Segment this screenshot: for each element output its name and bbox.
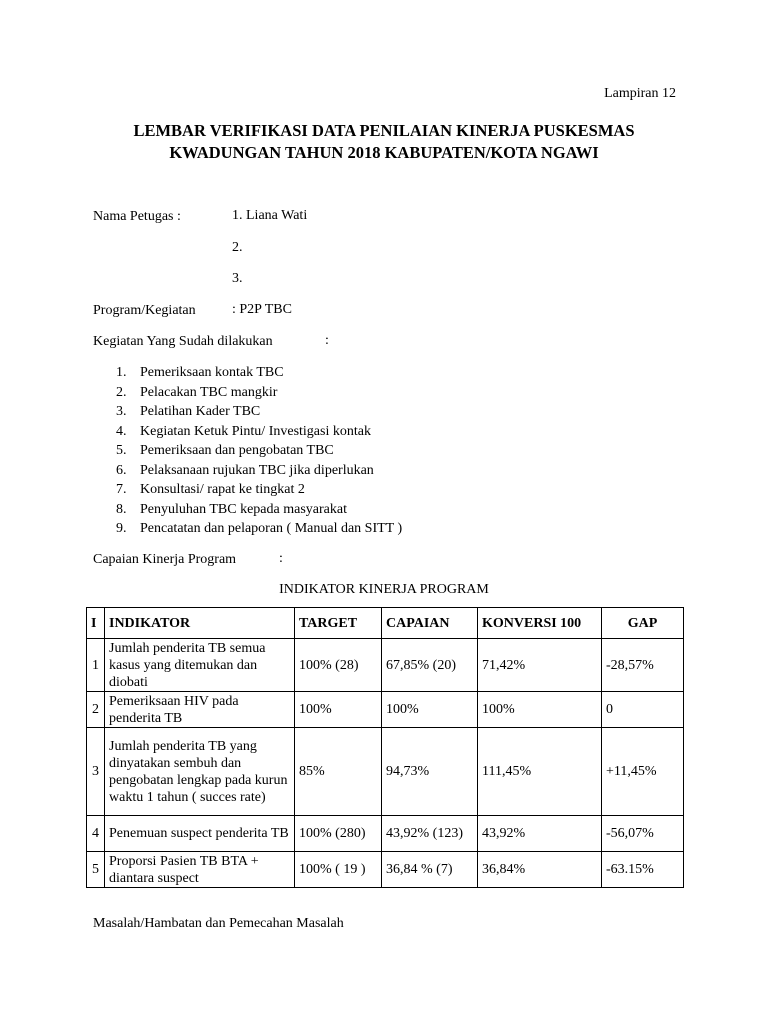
- cell-konversi: 111,45%: [478, 728, 602, 816]
- program-label: Program/Kegiatan: [93, 303, 196, 318]
- cell-capaian: 94,73%: [382, 728, 478, 816]
- title-line-1: LEMBAR VERIFIKASI DATA PENILAIAN KINERJA PUSKESMAS: [133, 121, 635, 140]
- cell-indikator: Jumlah penderita TB semua kasus yang ditemukan dan diobati: [105, 639, 295, 692]
- cell-target: 100% (28): [295, 639, 382, 692]
- table-row: [87, 639, 684, 692]
- cell-gap: -56,07%: [602, 816, 684, 852]
- cell-capaian: 36,84 % (7): [382, 852, 478, 888]
- petugas-name-2: 2.: [232, 240, 243, 255]
- cell-konversi: 43,92%: [478, 816, 602, 852]
- header-indikator: INDIKATOR: [105, 608, 295, 639]
- table-header-row: [87, 608, 684, 639]
- table-row: [87, 728, 684, 816]
- kpi-table: [86, 607, 684, 888]
- cell-gap: -63.15%: [602, 852, 684, 888]
- cell-no: 4: [87, 816, 105, 852]
- cell-konversi: 71,42%: [478, 639, 602, 692]
- cell-target: 85%: [295, 728, 382, 816]
- section-heading-masalah: Masalah/Hambatan dan Pemecahan Masalah: [93, 916, 344, 931]
- cell-capaian: 67,85% (20): [382, 639, 478, 692]
- list-item: 3. Pelatihan Kader TBC: [116, 404, 261, 419]
- list-item: 1. Pemeriksaan kontak TBC: [116, 365, 284, 380]
- activity-list: [116, 363, 402, 539]
- title-line-2: KWADUNGAN TAHUN 2018 KABUPATEN/KOTA NGAWI: [169, 143, 599, 162]
- list-item: 4. Kegiatan Ketuk Pintu/ Investigasi kontak: [116, 423, 371, 439]
- cell-target: 100% (280): [295, 816, 382, 852]
- cell-no: 5: [87, 852, 105, 888]
- attachment-label: Lampiran 12: [604, 86, 676, 101]
- header-konversi: KONVERSI 100: [478, 608, 602, 639]
- cell-capaian: 100%: [382, 692, 478, 728]
- list-item: 7. Konsultasi/ rapat ke tingkat 2: [116, 482, 305, 497]
- cell-no: 2: [87, 692, 105, 728]
- cell-indikator: Jumlah penderita TB yang dinyatakan sembuh dan pengobatan lengkap pada kurun waktu 1 tahun ( succes rate): [105, 728, 295, 816]
- cell-gap: -28,57%: [602, 639, 684, 692]
- header-capaian: CAPAIAN: [382, 608, 478, 639]
- cell-target: 100% ( 19 ): [295, 852, 382, 888]
- cell-indikator: Proporsi Pasien TB BTA + diantara suspect: [105, 852, 295, 888]
- petugas-name-3: 3.: [232, 271, 243, 286]
- cell-gap: 0: [602, 692, 684, 728]
- capaian-colon: :: [279, 551, 283, 566]
- cell-gap: +11,45%: [602, 728, 684, 816]
- program-value: : P2P TBC: [232, 302, 292, 317]
- kegiatan-colon: :: [325, 333, 329, 348]
- document-title: [0, 120, 768, 164]
- list-item: 9. Pencatatan dan pelaporan ( Manual dan SITT ): [116, 521, 403, 536]
- list-item: 8. Penyuluhan TBC kepada masyarakat: [116, 501, 347, 517]
- cell-indikator: Penemuan suspect penderita TB: [105, 816, 295, 852]
- list-item: 2. Pelacakan TBC mangkir: [116, 384, 278, 400]
- list-item: 5. Pemeriksaan dan pengobatan TBC: [116, 443, 334, 458]
- table-row: [87, 816, 684, 852]
- table-row: [87, 852, 684, 888]
- cell-no: 3: [87, 728, 105, 816]
- petugas-name-1: 1. Liana Wati: [232, 208, 308, 223]
- cell-target: 100%: [295, 692, 382, 728]
- header-target: TARGET: [295, 608, 382, 639]
- capaian-label: Capaian Kinerja Program: [93, 552, 237, 567]
- cell-indikator: Pemeriksaan HIV pada penderita TB: [105, 692, 295, 728]
- header-gap: GAP: [602, 608, 684, 639]
- cell-no: 1: [87, 639, 105, 692]
- header-no: I: [87, 608, 105, 639]
- table-row: [87, 692, 684, 728]
- petugas-label: Nama Petugas :: [93, 209, 181, 224]
- cell-konversi: 36,84%: [478, 852, 602, 888]
- cell-capaian: 43,92% (123): [382, 816, 478, 852]
- table-title: INDIKATOR KINERJA PROGRAM: [279, 582, 489, 597]
- kegiatan-label: Kegiatan Yang Sudah dilakukan: [93, 334, 273, 349]
- list-item: 6. Pelaksanaan rujukan TBC jika diperlukan: [116, 462, 374, 478]
- cell-konversi: 100%: [478, 692, 602, 728]
